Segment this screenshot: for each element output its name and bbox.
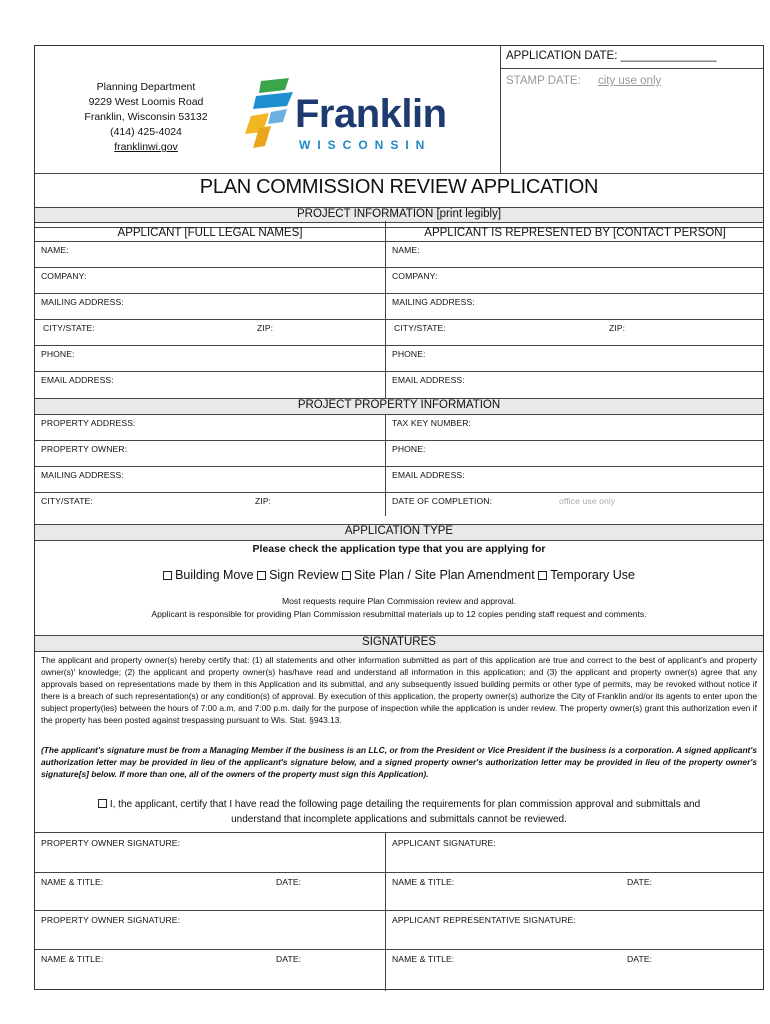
- signatures-title: SIGNATURES: [362, 636, 436, 648]
- acknowledgement: [35, 797, 763, 827]
- owner-2-name-title-field[interactable]: NAME & TITLE:: [41, 954, 104, 964]
- applicant-phone-field[interactable]: PHONE:: [41, 349, 75, 359]
- property-email-field[interactable]: EMAIL ADDRESS:: [392, 470, 465, 480]
- checkbox-icon[interactable]: [538, 571, 547, 580]
- form-title: PLAN COMMISSION REVIEW APPLICATION: [199, 176, 599, 198]
- applicant-city-field[interactable]: CITY/STATE:: [43, 323, 95, 333]
- checkbox-icon[interactable]: [342, 571, 351, 580]
- department-name: Planning Department: [96, 81, 196, 93]
- application-type-note-1: Most requests require Plan Commission review and approval.: [281, 596, 517, 606]
- department-address: [61, 80, 231, 155]
- rep-mailing-field[interactable]: MAILING ADDRESS:: [392, 297, 475, 307]
- rep-company-field[interactable]: COMPANY:: [392, 271, 438, 281]
- property-mailing-field[interactable]: MAILING ADDRESS:: [41, 470, 124, 480]
- ack-checkbox-icon[interactable]: [98, 799, 107, 808]
- option-building-move[interactable]: Building Move: [163, 568, 254, 582]
- application-type-title: APPLICATION TYPE: [344, 525, 454, 537]
- application-form: [34, 45, 764, 990]
- checkbox-icon[interactable]: [257, 571, 266, 580]
- rep-date-field[interactable]: DATE:: [627, 954, 653, 964]
- applicant-name-field[interactable]: NAME:: [41, 245, 69, 255]
- property-city-field[interactable]: CITY/STATE:: [41, 496, 93, 506]
- applicant-email-field[interactable]: EMAIL ADDRESS:: [41, 375, 114, 385]
- application-date-field[interactable]: APPLICATION DATE: _______________: [506, 50, 717, 62]
- property-owner-signature-field[interactable]: PROPERTY OWNER SIGNATURE:: [41, 838, 181, 848]
- stamp-date-field: [506, 75, 675, 87]
- department-phone: (414) 425-4024: [110, 126, 182, 138]
- property-phone-field[interactable]: PHONE:: [392, 444, 426, 454]
- signature-requirements-text: (The applicant's signature must be from a Managing Member if the business is an LLC, or from the President or Vice President if the business is a corporation. A signed applicant's authorization letter may be provided in lieu of the applicant's signature below, and a signed property owner's authorization letter may be provided in lieu of the property owner's signature[s] below. If more than one, all of the owners of the property must sign this Application).: [41, 745, 757, 779]
- applicant-signature-field[interactable]: APPLICANT SIGNATURE:: [392, 838, 496, 848]
- property-zip-field[interactable]: ZIP:: [255, 496, 272, 506]
- tax-key-field[interactable]: TAX KEY NUMBER:: [392, 418, 472, 428]
- application-type-options: [35, 568, 763, 582]
- applicant-name-title-field[interactable]: NAME & TITLE:: [392, 877, 455, 887]
- stamp-date-label: STAMP DATE:: [506, 75, 584, 87]
- logo-word: Franklin: [295, 92, 447, 136]
- applicant-rep-signature-field[interactable]: APPLICANT REPRESENTATIVE SIGNATURE:: [392, 915, 576, 925]
- rep-name-field[interactable]: NAME:: [392, 245, 420, 255]
- applicant-zip-field[interactable]: ZIP:: [257, 323, 274, 333]
- stamp-date-value: city use only: [597, 75, 662, 87]
- logo-subword: WISCONSIN: [299, 138, 432, 152]
- owner-date-field[interactable]: DATE:: [276, 877, 302, 887]
- ack-line-1: I, the applicant, certify that I have read the following page detailing the requirements for plan commission approval and submittals and: [109, 799, 701, 810]
- property-address-field[interactable]: PROPERTY ADDRESS:: [41, 418, 136, 428]
- rep-phone-field[interactable]: PHONE:: [392, 349, 426, 359]
- application-type-instruction: Please check the application type that you are applying for: [252, 543, 546, 555]
- street-address: 9229 West Loomis Road: [88, 96, 204, 108]
- rep-city-field[interactable]: CITY/STATE:: [394, 323, 446, 333]
- website-link[interactable]: franklinwi.gov: [114, 141, 178, 153]
- ack-line-2: understand that incomplete applications and submittals cannot be reviewed.: [231, 814, 567, 825]
- applicant-date-field[interactable]: DATE:: [627, 877, 653, 887]
- applicant-header: APPLICANT [FULL LEGAL NAMES]: [117, 227, 303, 239]
- application-type-note-2: Applicant is responsible for providing Plan Commission resubmittal materials up to 12 copies pending staff request and comments.: [151, 609, 647, 619]
- rep-name-title-field[interactable]: NAME & TITLE:: [392, 954, 455, 964]
- option-sign-review[interactable]: Sign Review: [257, 568, 338, 582]
- property-owner-signature-2-field[interactable]: PROPERTY OWNER SIGNATURE:: [41, 915, 181, 925]
- property-owner-field[interactable]: PROPERTY OWNER:: [41, 444, 128, 454]
- checkbox-icon[interactable]: [163, 571, 172, 580]
- city-address: Franklin, Wisconsin 53132: [84, 111, 208, 123]
- owner-name-title-field[interactable]: NAME & TITLE:: [41, 877, 104, 887]
- office-use-note: office use only: [559, 496, 616, 506]
- option-temporary-use[interactable]: Temporary Use: [538, 568, 635, 582]
- flag-logo-icon: [241, 76, 301, 151]
- property-info-title: PROJECT PROPERTY INFORMATION: [297, 399, 501, 411]
- owner-2-date-field[interactable]: DATE:: [276, 954, 302, 964]
- option-site-plan[interactable]: Site Plan / Site Plan Amendment: [342, 568, 535, 582]
- project-info-title: PROJECT INFORMATION [print legibly]: [296, 208, 502, 220]
- certification-text: The applicant and property owner(s) hereby certify that: (1) all statements and other information submitted as part of this application are true and correct to the best of applicant's and property owner(s)' knowledge; (2) the applicant and property owner(s) has/have read and understand all information in this application; and (3) the applicant and property owner(s) agree that any approvals based on representations made by them in this Application and its submittal, and any subsequently issued building permits or other type of permits, may be revoked without notice if there is a breach of such representation(s) or any condition(s) of approval. By execution of this application, the property owner(s) authorize the City of Franklin and/or its agents to enter upon the subject property(ies) between the hours of 7:00 a.m. and 7:00 p.m. daily for the purpose of inspection while the application is under review. The property owner(s) grant this authorization even if the property has been posted against trespassing pursuant to Wis. Stat. §943.13.: [41, 655, 757, 725]
- franklin-logo: [241, 76, 461, 156]
- rep-email-field[interactable]: EMAIL ADDRESS:: [392, 375, 465, 385]
- rep-zip-field[interactable]: ZIP:: [609, 323, 626, 333]
- representative-header: APPLICANT IS REPRESENTED BY [CONTACT PERSON]: [424, 227, 726, 239]
- applicant-mailing-field[interactable]: MAILING ADDRESS:: [41, 297, 124, 307]
- completion-date-field[interactable]: DATE OF COMPLETION:: [392, 496, 493, 506]
- applicant-company-field[interactable]: COMPANY:: [41, 271, 87, 281]
